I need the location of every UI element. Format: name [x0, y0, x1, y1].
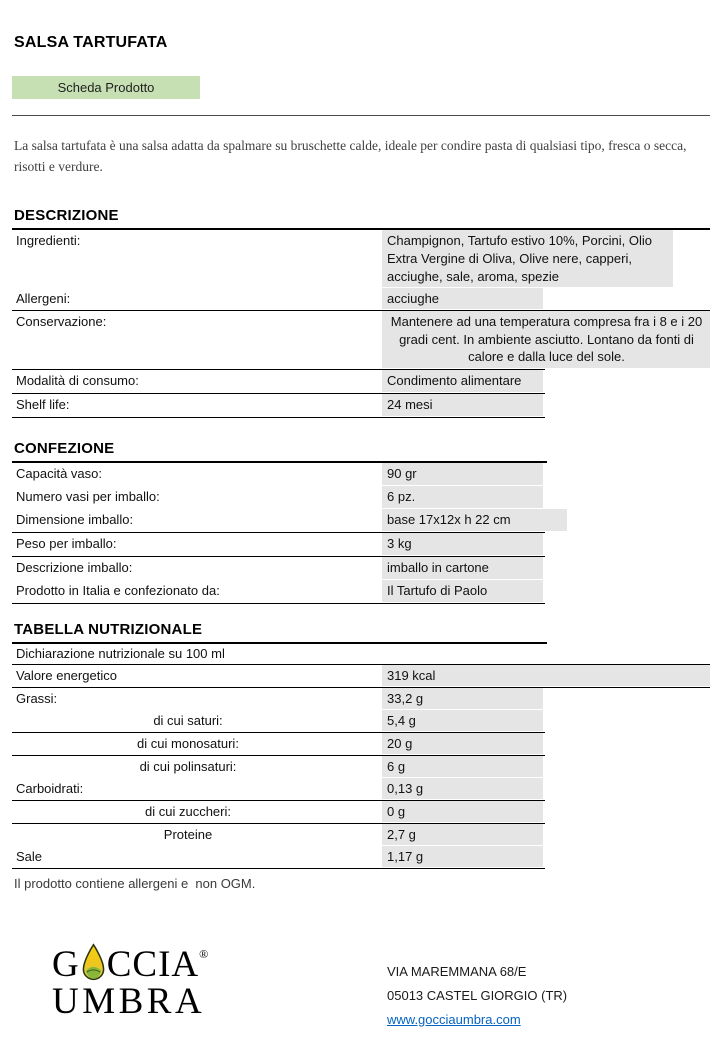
- address-line-1: VIA MAREMMANA 68/E: [387, 963, 527, 979]
- row-value: 20 g: [382, 733, 543, 754]
- row-label: Descrizione imballo:: [16, 559, 133, 575]
- row-label: Shelf life:: [16, 396, 70, 412]
- row-divider: [12, 603, 545, 604]
- address-block: [387, 934, 567, 1032]
- row-label: Allergeni:: [16, 291, 71, 306]
- row-value: Champignon, Tartufo estivo 10%, Porcini, Olio Extra Vergine di Oliva, Olive nere, capperi, acciughe, sale, aroma, spezie: [382, 230, 673, 287]
- row-value: Condimento alimentare: [382, 370, 543, 392]
- table-row-descrizione-imballo: [12, 557, 710, 580]
- address-line-2: 05013 CASTEL GIORGIO (TR): [387, 987, 568, 1003]
- row-value: 0 g: [382, 801, 543, 822]
- row-value: 33,2 g: [382, 688, 543, 709]
- row-value: base 17x12x h 22 cm: [382, 509, 567, 531]
- row-value: 2,7 g: [382, 824, 543, 845]
- table-row-zuccheri: [12, 801, 710, 823]
- logo-letter-g: G: [52, 943, 80, 985]
- table-row-ingredienti: [12, 230, 710, 288]
- row-label: Carboidrati:: [16, 780, 84, 796]
- header-divider: [12, 115, 710, 116]
- row-value: 6 g: [382, 756, 543, 777]
- row-divider: [12, 868, 545, 869]
- row-label: Peso per imballo:: [16, 535, 117, 551]
- intro-text: La salsa tartufata è una salsa adatta da spalmare su bruschette calde, ideale per condire pasta di qualsiasi tipo, fresca o secca, risotti e verdure.: [14, 138, 687, 174]
- row-label: di cui saturi:: [153, 712, 223, 728]
- table-row-shelf-life: [12, 394, 710, 417]
- row-label: Prodotto in Italia e confezionato da:: [16, 582, 220, 598]
- row-value: imballo in cartone: [382, 557, 543, 579]
- table-row-conservazione: [12, 311, 710, 369]
- row-value: 5,4 g: [382, 710, 543, 731]
- table-row-polinsaturi: [12, 756, 710, 778]
- row-label: Valore energetico: [16, 667, 117, 683]
- row-label: Sale: [16, 848, 43, 864]
- table-row-saturi: [12, 710, 710, 732]
- website-link[interactable]: www.gocciaumbra.com: [387, 1011, 521, 1027]
- logo-letters-ccia: CCIA: [106, 943, 200, 985]
- logo-word-umbra: UMBRA: [52, 980, 206, 1022]
- table-row-carboidrati: [12, 778, 710, 800]
- row-value: 319 kcal: [382, 665, 710, 686]
- table-row-numero-vasi: [12, 486, 710, 509]
- row-label: Ingredienti:: [16, 233, 81, 248]
- row-label: Conservazione:: [16, 314, 107, 329]
- row-label: Dimensione imballo:: [16, 511, 134, 527]
- row-value: 3 kg: [382, 533, 543, 555]
- row-value: acciughe: [382, 288, 543, 309]
- brand-logo: [42, 934, 282, 1032]
- logo-word-goccia: [52, 934, 282, 985]
- row-label: Numero vasi per imballo:: [16, 488, 160, 504]
- row-label: Modalità di consumo:: [16, 372, 139, 388]
- section-title-nutrizionale: TABELLA NUTRIZIONALE: [14, 620, 203, 638]
- page-title: SALSA TARTUFATA: [14, 34, 168, 51]
- row-divider: [12, 417, 545, 418]
- registered-mark: ®: [199, 946, 209, 961]
- row-value: 1,17 g: [382, 846, 543, 867]
- section-title-confezione: CONFEZIONE: [14, 439, 115, 457]
- row-value: Il Tartufo di Paolo: [382, 580, 543, 602]
- table-row-peso: [12, 533, 710, 556]
- table-row-proteine: [12, 824, 710, 846]
- product-sheet-badge: Scheda Prodotto: [12, 76, 200, 99]
- row-label: Grassi:: [16, 690, 58, 706]
- table-row-modalita: [12, 370, 710, 393]
- row-label: Capacità vaso:: [16, 465, 102, 481]
- row-value: 90 gr: [382, 463, 543, 485]
- row-value: 0,13 g: [382, 778, 543, 799]
- row-value: Mantenere ad una temperatura compresa fra i 8 e i 20 gradi cent. In ambiente asciutto. Lontano da fonti di calore e dalla luce del sole.: [382, 311, 710, 368]
- table-row-dimensione: [12, 509, 710, 532]
- row-label: di cui zuccheri:: [145, 803, 231, 819]
- row-label: Proteine: [163, 826, 213, 842]
- nutrition-subtitle: Dichiarazione nutrizionale su 100 ml: [16, 645, 225, 661]
- row-label: di cui monosaturi:: [137, 735, 239, 751]
- nutrition-footnote: Il prodotto contiene allergeni e non OGM.: [14, 875, 256, 891]
- table-row-capacita: [12, 463, 710, 486]
- table-row-prodotto-da: [12, 580, 710, 603]
- row-label: di cui polinsaturi:: [139, 758, 237, 774]
- footer: [12, 934, 710, 1032]
- table-row-valore-energetico: [12, 665, 710, 687]
- table-row-sale: [12, 846, 710, 868]
- row-value: 6 pz.: [382, 486, 543, 508]
- table-row-monosaturi: [12, 733, 710, 755]
- section-title-descrizione: DESCRIZIONE: [14, 207, 119, 224]
- table-row-allergeni: [12, 288, 710, 310]
- row-value: 24 mesi: [382, 394, 543, 416]
- table-row-grassi: [12, 688, 710, 710]
- oil-drop-icon: [81, 943, 106, 983]
